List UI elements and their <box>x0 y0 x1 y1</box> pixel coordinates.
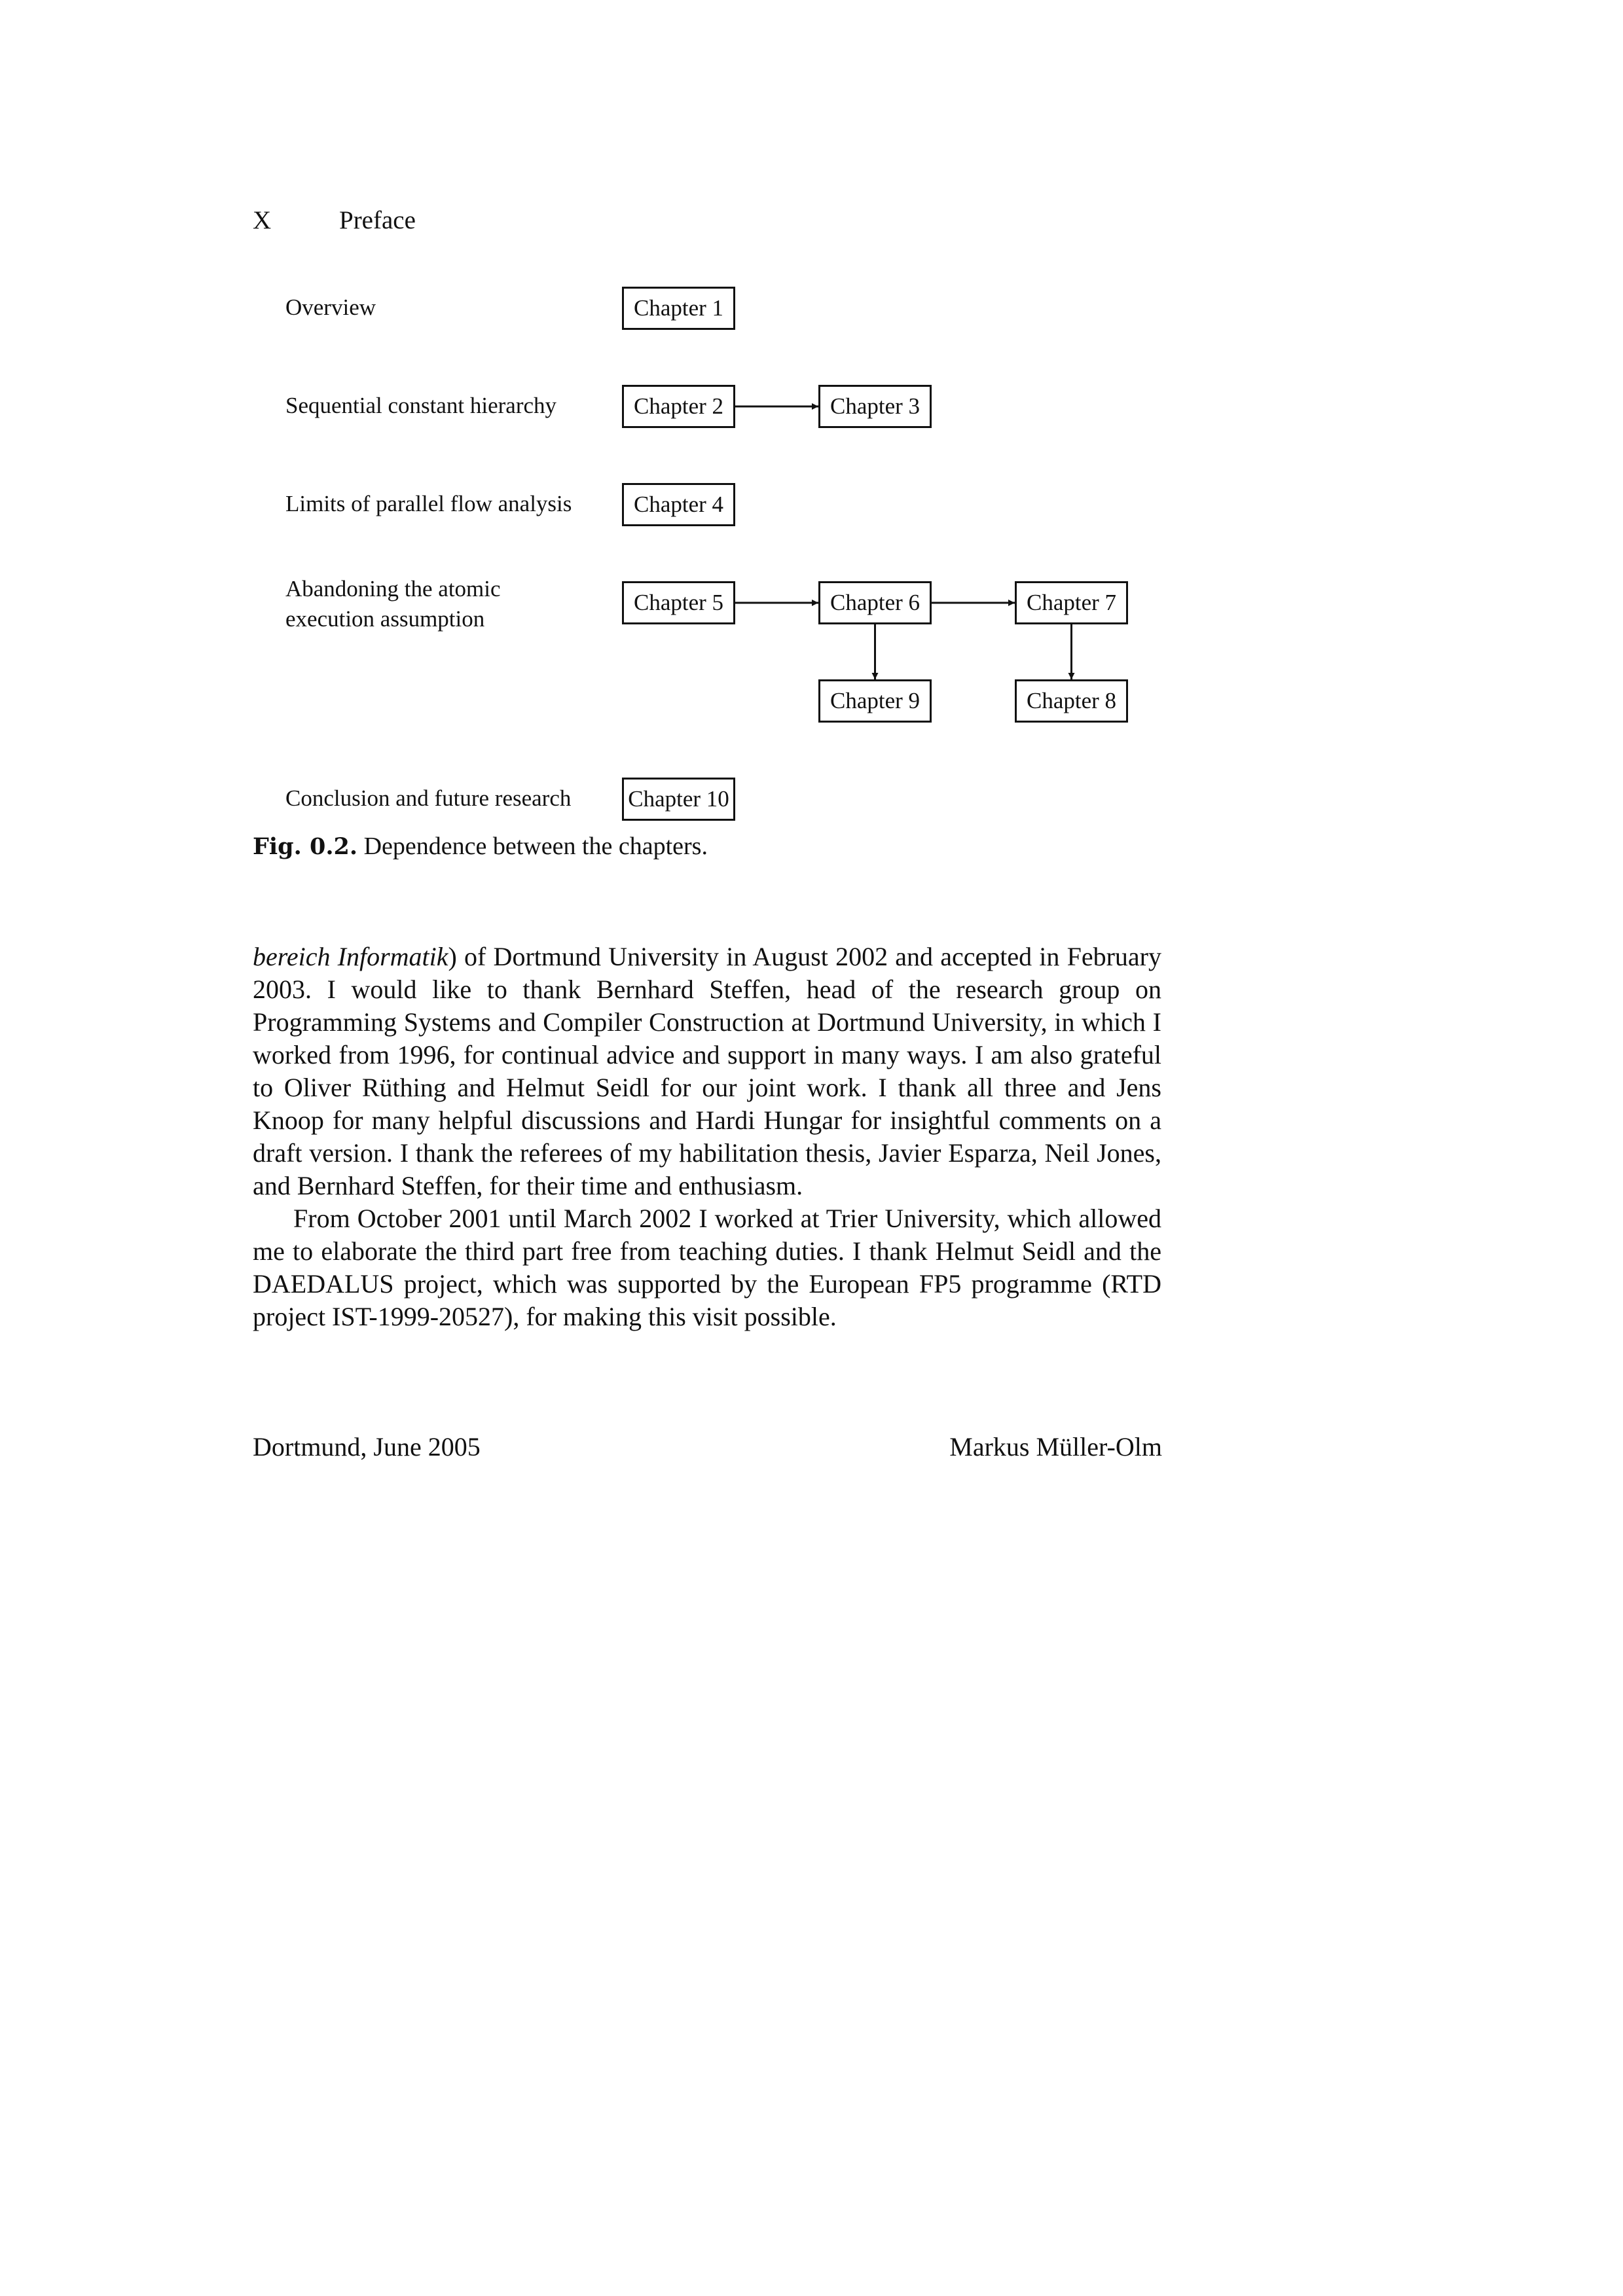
chapter-4-box: Chapter 4 <box>622 483 735 526</box>
paragraph-1 <box>253 941 1161 1202</box>
row-label-abandoning-line1: Abandoning the atomic <box>285 576 501 601</box>
paragraph-1-italic: bereich Informatik <box>253 942 448 971</box>
chapter-5-box: Chapter 5 <box>622 581 735 624</box>
chapter-2-box: Chapter 2 <box>622 385 735 428</box>
figure-caption <box>253 830 708 863</box>
chapter-1-box: Chapter 1 <box>622 287 735 330</box>
chapter-6-box: Chapter 6 <box>818 581 932 624</box>
row-label-abandoning-line2: execution assumption <box>285 606 485 632</box>
row-label-conclusion: Conclusion and future research <box>285 785 572 811</box>
chapter-3-box: Chapter 3 <box>818 385 932 428</box>
row-label-overview: Overview <box>285 295 376 320</box>
chapter-9-box: Chapter 9 <box>818 679 932 723</box>
signature-author: Markus Müller-Olm <box>949 1432 1162 1462</box>
preface-body <box>253 941 1161 1333</box>
figure-caption-label: Fig. 0.2. <box>253 833 358 860</box>
paragraph-2: From October 2001 until March 2002 I worked at Trier University, which allowed me to elaborate the third part free from teaching duties. I thank Helmut Seidl and the DAEDALUS project, which was supported by the European FP5 programme (RTD project IST-1999-20527), for making this visit possible. <box>253 1204 1161 1331</box>
row-label-sequential: Sequential constant hierarchy <box>285 393 557 418</box>
signature-place-date: Dortmund, June 2005 <box>253 1432 481 1462</box>
figure-caption-text: Dependence between the chapters. <box>363 833 708 860</box>
chapter-10-box: Chapter 10 <box>622 778 735 821</box>
dependency-arrows <box>0 0 1623 851</box>
paragraph-1-text: ) of Dortmund University in August 2002 and accepted in February 2003. I would like to thank Bernhard Steffen, head of the research group on Programming Systems and Compiler Construction at Dortmund University, in which I worked from 1996, for continual advice and support in many ways. I am also grateful to Oliver Rüthing and Helmut Seidl for our joint work. I thank all three and Jens Knoop for many helpful discussions and Hardi Hungar for insightful comments on a draft version. I thank the referees of my habilitation thesis, Javier Esparza, Neil Jones, and Bernhard Steffen, for their time and enthusiasm. <box>253 942 1162 1200</box>
page-number: X <box>253 206 272 234</box>
chapter-8-box: Chapter 8 <box>1015 679 1128 723</box>
running-head-title: Preface <box>339 206 416 234</box>
row-label-limits: Limits of parallel flow analysis <box>285 491 572 516</box>
chapter-7-box: Chapter 7 <box>1015 581 1128 624</box>
